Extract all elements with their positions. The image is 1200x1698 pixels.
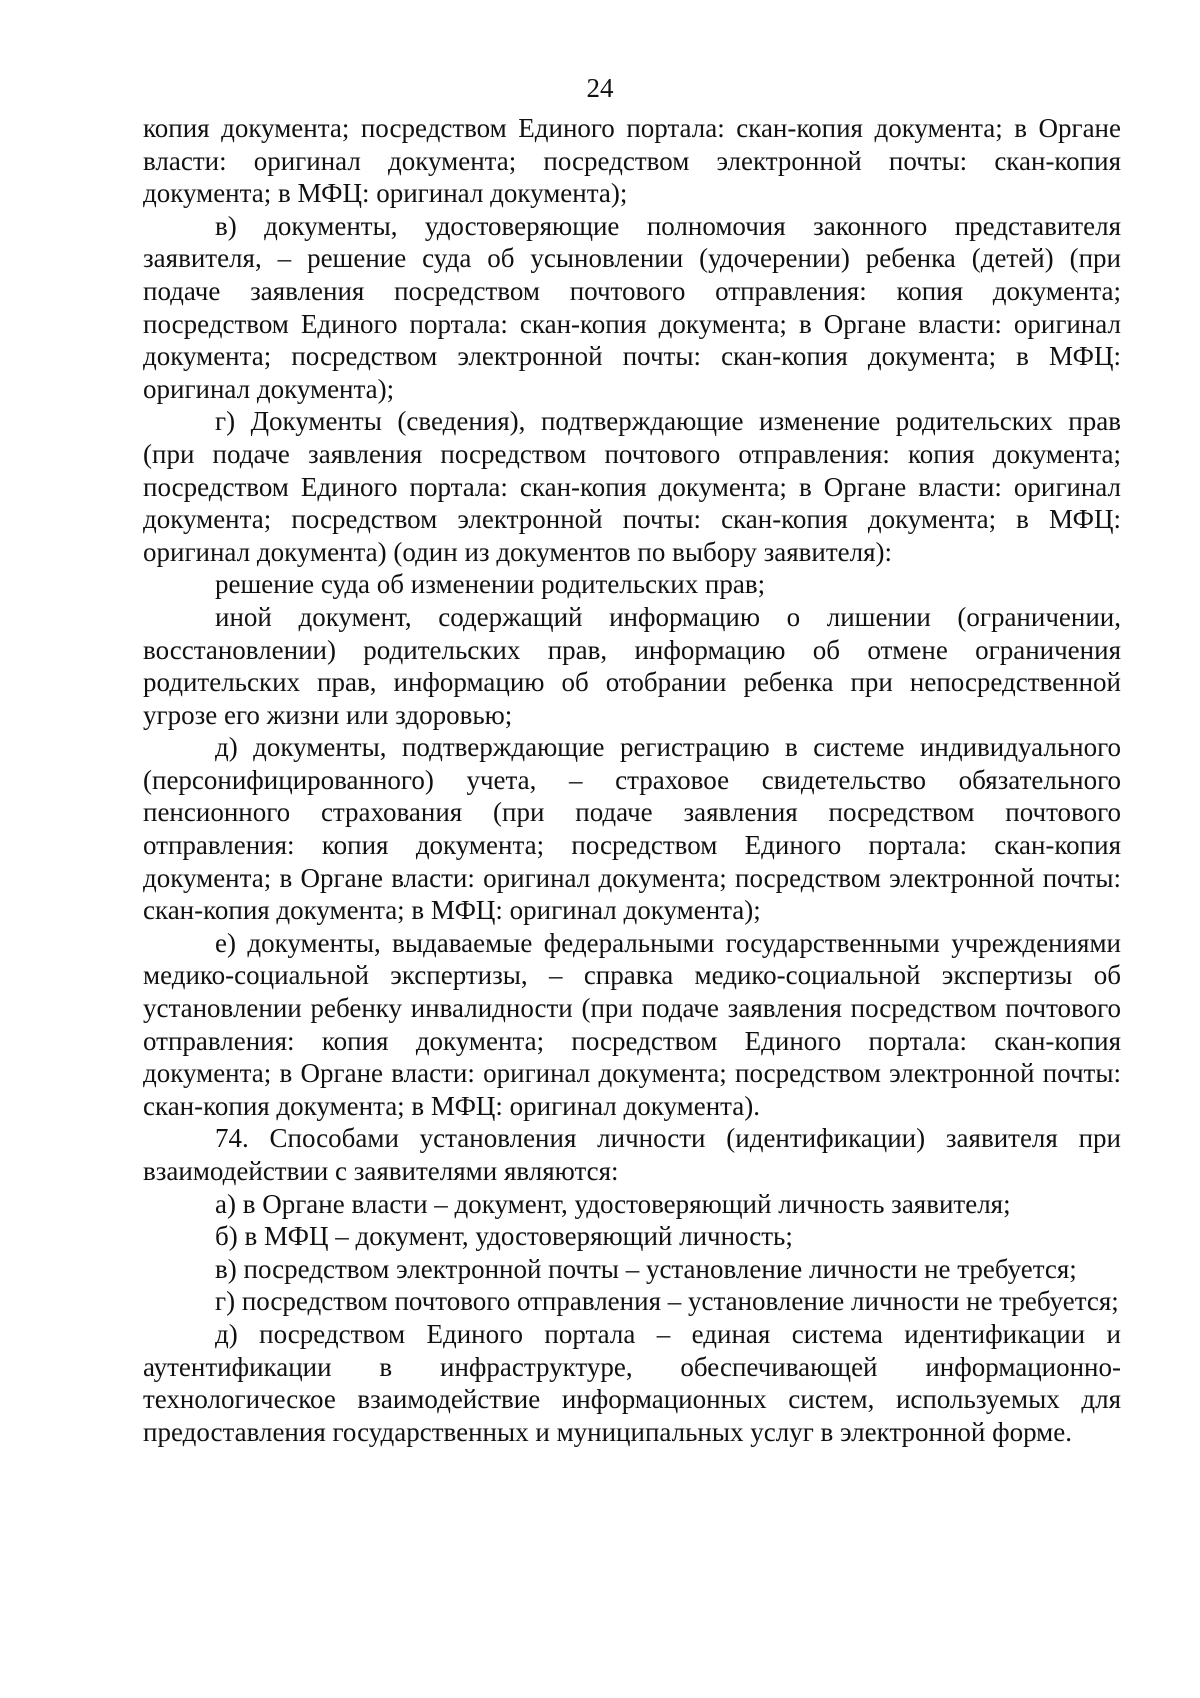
paragraph-74-v: в) посредством электронной почты – установление личности не требуется; [215, 1253, 1077, 1284]
document-body [143, 112, 1121, 1448]
paragraph-74-d: д) посредством Единого портала – единая система идентификации и аутентификации в инфраструктуре, обеспечивающей информационно-технологическое взаимодействие информационных систем, используемых для предоставления государственных и муниципальных услуг в электронной форме. [143, 1318, 1121, 1447]
paragraph-item-e: е) документы, выдаваемые федеральными государственными учреждениями медико-социальной экспертизы, – справка медико-социальной экспертизы об установлении ребенку инвалидности (при подаче заявления посредством почтового отправления: копия документа; посредством Единого портала: скан-копия документа; в Органе власти: оригинал документа; посредством электронной почты: скан-копия документа; в МФЦ: оригинал документа). [143, 927, 1121, 1121]
paragraph-74-a: а) в Органе власти – документ, удостоверяющий личность заявителя; [215, 1188, 1011, 1219]
paragraph-item-g: г) Документы (сведения), подтверждающие изменение родительских прав (при подаче заявления посредством почтового отправления: копия документа; посредством Единого портала: скан-копия документа; в Органе власти: оригинал документа; посредством электронной почты: скан-копия документа; в МФЦ: оригинал документа) (один из документов по выбору заявителя): [143, 406, 1121, 567]
paragraph-continuation: копия документа; посредством Единого портала: скан-копия документа; в Органе власти: оригинал документа; посредством электронной почты: скан-копия документа; в МФЦ: оригинал документа); [143, 113, 1121, 209]
paragraph-item-d: д) документы, подтверждающие регистрацию в системе индивидуального (персонифицированного) учета, – страховое свидетельство обязательного пенсионного страхования (при подаче заявления посредством почтового отправления: копия документа; посредством Единого портала: скан-копия документа; в Органе власти: оригинал документа; посредством электронной почты: скан-копия документа; в МФЦ: оригинал документа); [143, 732, 1121, 926]
paragraph-74-g: г) посредством почтового отправления – установление личности не требуется; [215, 1286, 1119, 1317]
paragraph-court-decision: решение суда об изменении родительских прав; [215, 569, 766, 600]
paragraph-other-document: иной документ, содержащий информацию о лишении (ограничении, восстановлении) родительских прав, информацию об отмене ограничения родительских прав, информацию об отобрании ребенка при непосредственной угрозе его жизни или здоровью; [143, 601, 1121, 730]
paragraph-74-b: б) в МФЦ – документ, удостоверяющий личность; [215, 1221, 793, 1252]
paragraph-item-v: в) документы, удостоверяющие полномочия законного представителя заявителя, – решение суда об усыновлении (удочерении) ребенка (детей) (при подаче заявления посредством почтового отправления: копия документа; посредством Единого портала: скан-копия документа; в Органе власти: оригинал документа; посредством электронной почты: скан-копия документа; в МФЦ: оригинал документа); [143, 210, 1121, 404]
page-number: 24 [586, 73, 614, 103]
paragraph-74-identification: 74. Способами установления личности (идентификации) заявителя при взаимодействии с заявителями являются: [143, 1123, 1121, 1186]
